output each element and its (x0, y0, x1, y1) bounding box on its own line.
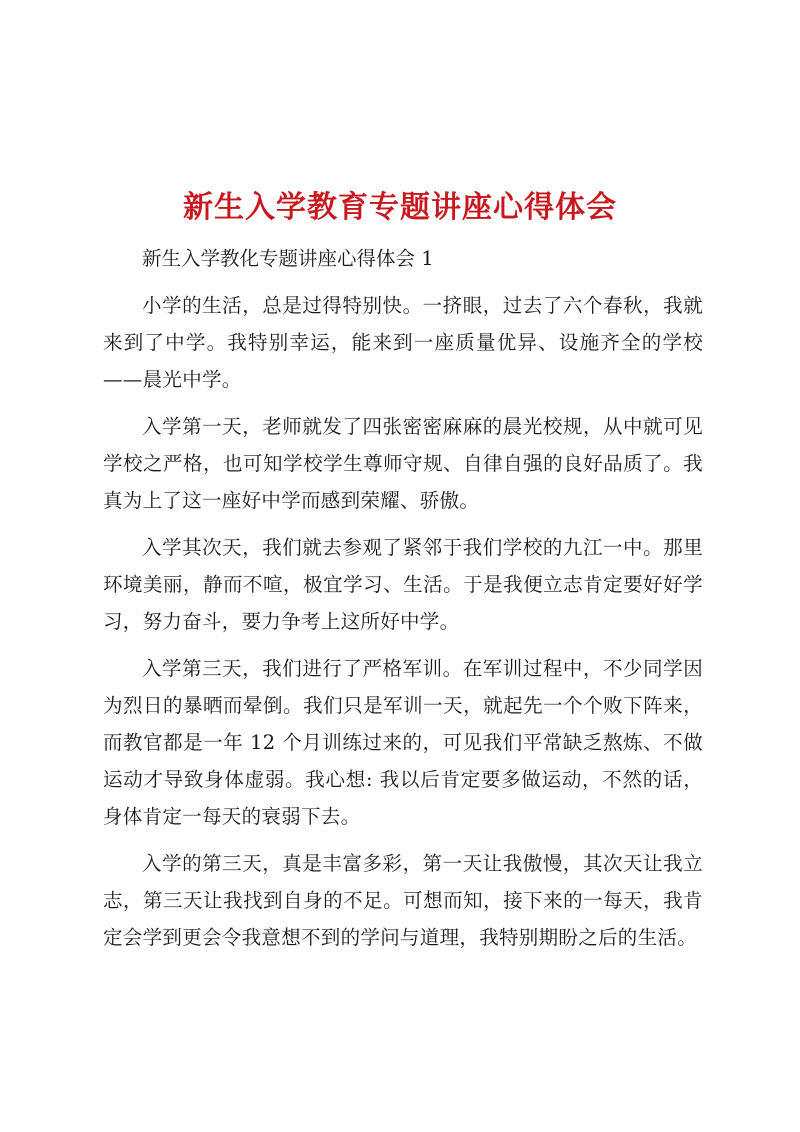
paragraph: 入学其次天，我们就去参观了紧邻于我们学校的九江一中。那里环境美丽，静而不喧，极宜学习、生活。于是我便立志肯定要好好学习，努力奋斗，要力争考上这所好中学。 (103, 536, 703, 633)
document-title: 新生入学教育专题讲座心得体会 (183, 190, 617, 226)
paragraph: 入学第三天，我们进行了严格军训。在军训过程中，不少同学因为烈日的暴晒而晕倒。我们只是军训一天，就起先一个个败下阵来，而教官都是一年 12 个月训练过来的，可见我们平常缺乏熬炼、不做运动才导致身体虚弱。我心想: 我以后肯定要多做运动，不然的话，身体肯定一每天的衰弱下去。 (103, 657, 703, 828)
document-body (103, 240, 703, 966)
paragraph: 入学第一天，老师就发了四张密密麻麻的晨光校规，从中就可见学校之严格，也可知学校学生尊师守规、自律自强的良好品质了。我真为上了这一座好中学而感到荣耀、骄傲。 (103, 415, 703, 512)
paragraph: 小学的生活，总是过得特别快。一挤眼，过去了六个春秋，我就来到了中学。我特别幸运，能来到一座质量优异、设施齐全的学校——晨光中学。 (103, 294, 703, 391)
section-subtitle: 新生入学教化专题讲座心得体会 1 (142, 247, 434, 270)
paragraph: 入学的第三天，真是丰富多彩，第一天让我傲慢，其次天让我立志，第三天让我找到自身的不足。可想而知，接下来的一每天，我肯定会学到更会令我意想不到的学问与道理，我特别期盼之后的生活。 (103, 852, 703, 949)
